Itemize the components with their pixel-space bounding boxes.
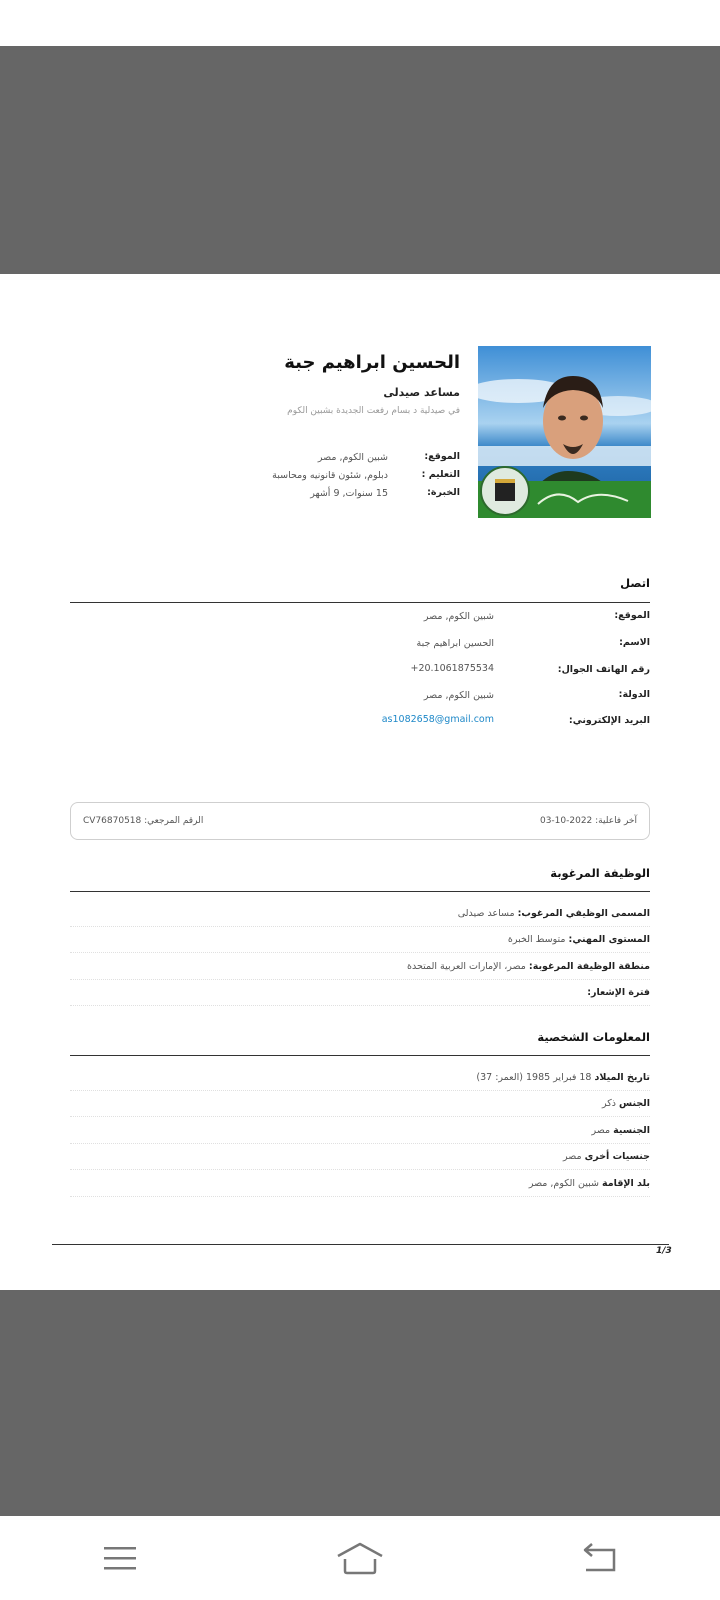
career-level-label: المستوى المهني: <box>568 934 650 945</box>
viewer-background-bottom <box>0 1290 720 1516</box>
nationality-label: الجنسية <box>613 1125 650 1136</box>
header-experience-label: الخبرة: <box>427 487 460 498</box>
footer-divider <box>52 1244 669 1245</box>
other-nationalities-value: مصر <box>562 1151 582 1162</box>
desired-location-value: مصر، الإمارات العربية المتحدة <box>407 961 526 972</box>
profile-photo <box>478 346 651 518</box>
contact-email-label: البريد الإلكتروني: <box>568 715 650 726</box>
page-number: 1/3 <box>656 1246 672 1256</box>
contact-email-link[interactable]: as1082658@gmail.com <box>381 714 494 725</box>
row-separator <box>70 1090 650 1091</box>
desired-title-label: المسمى الوظيفي المرغوب: <box>517 908 650 919</box>
viewer-background-top <box>0 46 720 274</box>
row-separator <box>70 1116 650 1117</box>
contact-section-title: اتصل <box>620 576 650 590</box>
system-navigation-bar <box>0 1516 720 1600</box>
row-separator <box>70 1196 650 1197</box>
contact-mobile-value: +20.1061875534 <box>410 663 494 674</box>
row-separator <box>70 952 650 953</box>
job-title: مساعد صيدلى <box>383 386 460 399</box>
contact-mobile-label: رقم الهاتف الجوال: <box>557 664 650 675</box>
row-separator <box>70 1169 650 1170</box>
desired-job-row <box>407 961 650 972</box>
contact-divider <box>70 602 650 603</box>
status-bar-area <box>0 0 720 46</box>
back-button[interactable] <box>570 1533 630 1583</box>
contact-location-value: شبين الكوم, مصر <box>423 611 494 622</box>
career-level-value: متوسط الخبرة <box>507 934 566 945</box>
pdf-page <box>0 274 720 1290</box>
desired-job-row <box>508 934 650 945</box>
back-icon <box>580 1542 620 1574</box>
header-location-label: الموقع: <box>424 451 460 462</box>
contact-country-value: شبين الكوم, مصر <box>423 690 494 701</box>
candidate-name: الحسين ابراهيم جبة <box>284 352 460 373</box>
desired-job-section-title: الوظيفة المرغوبة <box>550 866 650 880</box>
personal-row <box>602 1098 650 1109</box>
recent-apps-button[interactable] <box>90 1533 150 1583</box>
personal-divider <box>70 1055 650 1056</box>
desired-location-label: منطقة الوظيفة المرغوبة: <box>528 961 650 972</box>
header-education-value: دبلوم, شئون قانونيه ومحاسبة <box>272 470 388 481</box>
birthdate-value: 18 فبراير 1985 (العمر: 37) <box>476 1072 592 1083</box>
nationality-value: مصر <box>591 1125 611 1136</box>
residence-value: شبين الكوم, مصر <box>528 1178 599 1189</box>
reference-number: الرقم المرجعي: CV76870518 <box>83 816 204 826</box>
contact-name-label: الاسم: <box>619 637 650 648</box>
contact-country-label: الدولة: <box>618 689 650 700</box>
desired-job-row <box>458 908 650 919</box>
contact-name-value: الحسين ابراهيم جبة <box>416 638 494 649</box>
header-education-label: التعليم : <box>421 469 460 480</box>
personal-section-title: المعلومات الشخصية <box>537 1030 650 1044</box>
contact-location-label: الموقع: <box>614 610 650 621</box>
personal-row <box>563 1151 650 1162</box>
birthdate-label: تاريخ الميلاد <box>594 1072 650 1083</box>
residence-label: بلد الإقامة <box>601 1178 650 1189</box>
personal-row <box>476 1072 650 1083</box>
desired-title-value: مساعد صيدلى <box>457 908 515 919</box>
other-nationalities-label: جنسيات أخرى <box>584 1151 650 1162</box>
header-experience-value: 15 سنوات, 9 أشهر <box>310 488 388 499</box>
gender-label: الجنس <box>619 1098 650 1109</box>
notice-period-label: فترة الإشعار: <box>587 987 650 998</box>
personal-row <box>529 1178 650 1189</box>
gender-value: ذكر <box>601 1098 616 1109</box>
personal-row <box>592 1125 650 1136</box>
header-location-value: شبين الكوم, مصر <box>317 452 388 463</box>
home-icon <box>335 1541 385 1575</box>
row-separator <box>70 926 650 927</box>
current-company: في صيدلية د بسام رفعت الجديدة بشبين الكوم <box>287 406 460 416</box>
row-separator <box>70 1143 650 1144</box>
row-separator <box>70 1005 650 1006</box>
home-button[interactable] <box>330 1533 390 1583</box>
desired-job-divider <box>70 891 650 892</box>
last-activity: آخر فاعلية: 2022-10-03 <box>539 816 637 826</box>
desired-job-row <box>587 987 650 998</box>
row-separator <box>70 979 650 980</box>
reference-box <box>70 802 650 840</box>
menu-icon <box>102 1544 138 1572</box>
